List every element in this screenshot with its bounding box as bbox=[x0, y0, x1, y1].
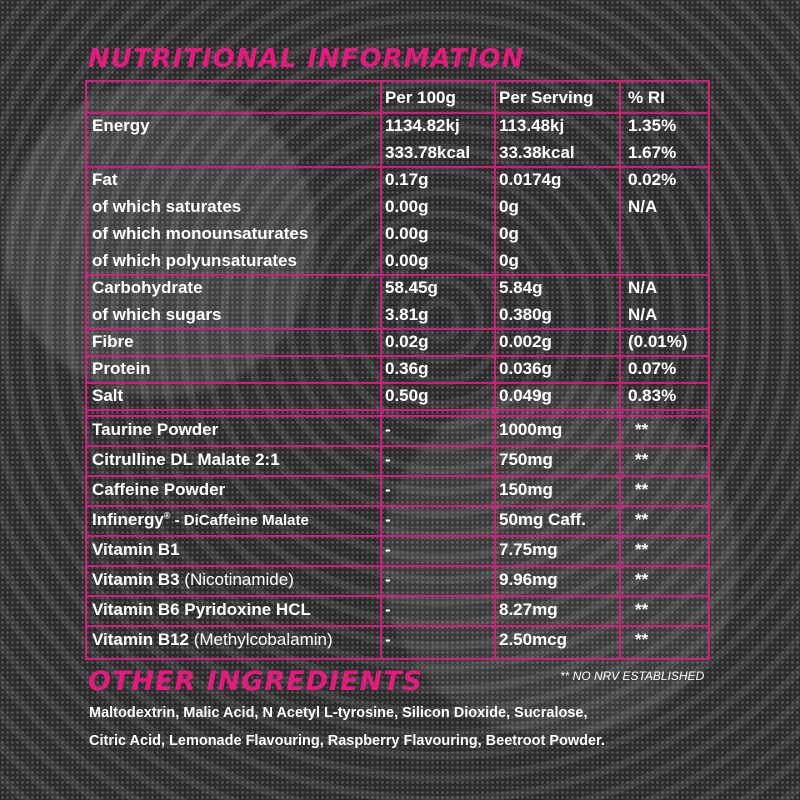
ri-value: ** bbox=[635, 420, 649, 439]
per-100g-value: 0.17g bbox=[385, 170, 429, 189]
active-ingredient-name bbox=[92, 566, 294, 593]
nutrient-name: of which saturates bbox=[92, 197, 242, 216]
ri-value: ** bbox=[635, 570, 649, 589]
per-100g-value: - bbox=[385, 450, 391, 469]
column-divider bbox=[619, 82, 621, 415]
per-100g-value: 0.36g bbox=[385, 359, 429, 378]
per-100g-value: 0.00g bbox=[385, 251, 429, 270]
per-100g-value: - bbox=[385, 600, 391, 619]
per-serving-value: 0.049g bbox=[499, 386, 552, 405]
nutrition-table bbox=[85, 80, 710, 660]
per-100g-value: 3.81g bbox=[385, 305, 429, 324]
per-serving-value: 0.036g bbox=[499, 359, 552, 378]
per-serving-value: 0.0174g bbox=[499, 170, 562, 189]
column-divider bbox=[494, 415, 496, 658]
column-divider bbox=[494, 82, 496, 415]
per-serving-value: 7.75mg bbox=[499, 540, 558, 559]
active-name: Caffeine Powder bbox=[92, 480, 226, 499]
per-100g-value: - bbox=[385, 540, 391, 559]
nutrient-name: Energy bbox=[92, 116, 150, 135]
ri-value: N/A bbox=[628, 278, 658, 297]
per-serving-value: 0g bbox=[499, 197, 519, 216]
active-name: Vitamin B12 bbox=[92, 630, 190, 649]
per-100g-value: - bbox=[385, 510, 391, 529]
ri-value: 0.02% bbox=[628, 170, 677, 189]
per-serving-value: 0g bbox=[499, 251, 519, 270]
nutrient-name: Fat bbox=[92, 170, 118, 189]
nutrient-name: Carbohydrate bbox=[92, 278, 203, 297]
per-100g-value: 0.50g bbox=[385, 386, 429, 405]
active-ingredient-name bbox=[92, 596, 311, 623]
column-divider bbox=[380, 415, 382, 658]
ri-value: 0.83% bbox=[628, 386, 677, 405]
per-serving-value: 9.96mg bbox=[499, 570, 558, 589]
per-100g-value: 333.78kcal bbox=[385, 143, 471, 162]
ri-value: ** bbox=[635, 600, 649, 619]
per-serving-value: 2.50mcg bbox=[499, 630, 568, 649]
active-detail: (Methylcobalamin) bbox=[189, 630, 333, 649]
header-ri: % RI bbox=[628, 88, 665, 107]
active-name: Citrulline DL Malate 2:1 bbox=[92, 450, 280, 469]
ri-value: 0.07% bbox=[628, 359, 677, 378]
per-100g-value: 1134.82kj bbox=[385, 116, 460, 135]
column-divider bbox=[619, 415, 621, 658]
per-serving-value: 0.380g bbox=[499, 305, 552, 324]
ingredients-line: Citric Acid, Lemonade Flavouring, Raspberry Flavouring, Beetroot Powder. bbox=[89, 733, 605, 749]
nutrient-name: Fibre bbox=[92, 332, 134, 351]
header-per-100g: Per 100g bbox=[385, 88, 456, 107]
per-100g-value: - bbox=[385, 570, 391, 589]
active-detail: (Nicotinamide) bbox=[179, 570, 294, 589]
per-serving-value: 33.38kcal bbox=[499, 143, 575, 162]
header-per-serving: Per Serving bbox=[499, 88, 594, 107]
per-100g-value: - bbox=[385, 630, 391, 649]
per-100g-value: - bbox=[385, 480, 391, 499]
per-100g-value: 0.02g bbox=[385, 332, 429, 351]
nrv-note: ** NO NRV ESTABLISHED bbox=[560, 669, 705, 683]
nutrient-name: of which polyunsaturates bbox=[92, 251, 297, 270]
active-ingredient-name bbox=[92, 476, 225, 503]
per-serving-value: 5.84g bbox=[499, 278, 543, 297]
per-serving-value: 113.48kj bbox=[499, 116, 565, 135]
per-serving-value: 50mg Caff. bbox=[499, 510, 586, 529]
ri-value: ** bbox=[635, 510, 649, 529]
column-divider bbox=[380, 82, 382, 415]
active-name: Vitamin B1 bbox=[92, 540, 180, 559]
ri-value: ** bbox=[635, 540, 649, 559]
per-100g-value: - bbox=[385, 420, 391, 439]
per-serving-value: 750mg bbox=[499, 450, 553, 469]
active-ingredient-name bbox=[92, 416, 218, 443]
nutrition-title: NUTRITIONAL INFORMATION bbox=[88, 44, 525, 74]
per-serving-value: 0g bbox=[499, 224, 519, 243]
active-ingredient-name bbox=[92, 446, 280, 473]
active-ingredient-name bbox=[92, 506, 309, 534]
nutrient-name: Salt bbox=[92, 386, 124, 405]
active-name: Taurine Powder bbox=[92, 420, 219, 439]
row-divider bbox=[87, 409, 708, 411]
active-ingredient-name bbox=[92, 536, 180, 563]
ri-value: ** bbox=[635, 450, 649, 469]
per-serving-value: 8.27mg bbox=[499, 600, 558, 619]
per-serving-value: 0.002g bbox=[499, 332, 552, 351]
active-ingredient-name bbox=[92, 626, 333, 653]
nutrient-name: of which monounsaturates bbox=[92, 224, 309, 243]
active-name: Infinergy bbox=[92, 510, 164, 529]
registered-mark: ® bbox=[163, 510, 171, 521]
ri-value: N/A bbox=[628, 305, 658, 324]
per-serving-value: 1000mg bbox=[499, 420, 563, 439]
ri-value: ** bbox=[635, 480, 649, 499]
ri-value: N/A bbox=[628, 197, 658, 216]
active-name: Vitamin B3 bbox=[92, 570, 180, 589]
ri-value: 1.67% bbox=[628, 143, 677, 162]
per-100g-value: 0.00g bbox=[385, 197, 429, 216]
nutrient-name: Protein bbox=[92, 359, 151, 378]
nutrient-name: of which sugars bbox=[92, 305, 222, 324]
ri-value: 1.35% bbox=[628, 116, 677, 135]
active-detail: - DiCaffeine Malate bbox=[170, 512, 309, 529]
ingredients-line: Maltodextrin, Malic Acid, N Acetyl L-tyrosine, Silicon Dioxide, Sucralose, bbox=[89, 705, 588, 721]
per-100g-value: 58.45g bbox=[385, 278, 438, 297]
ri-value: (0.01%) bbox=[628, 332, 688, 351]
ri-value: ** bbox=[635, 630, 649, 649]
row-divider bbox=[87, 535, 708, 537]
per-serving-value: 150mg bbox=[499, 480, 553, 499]
per-100g-value: 0.00g bbox=[385, 224, 429, 243]
other-ingredients-title: OTHER INGREDIENTS bbox=[88, 666, 424, 697]
active-name: Vitamin B6 Pyridoxine HCL bbox=[92, 600, 311, 619]
